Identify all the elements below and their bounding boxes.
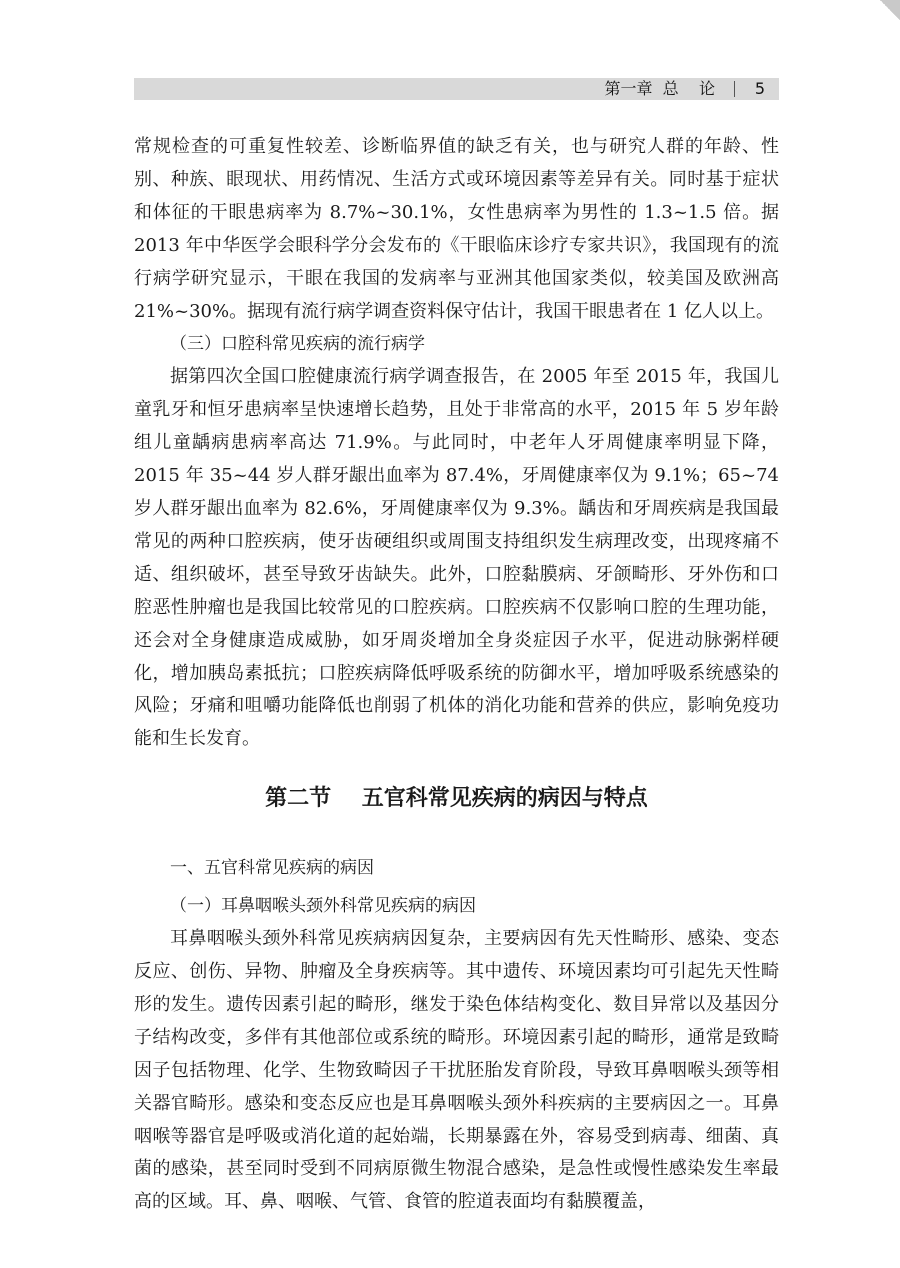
subheading-ent-causes: （一）耳鼻咽喉头颈外科常见疾病的病因 — [170, 896, 476, 917]
paragraph-ent-causes: 耳鼻咽喉头颈外科常见疾病病因复杂，主要病因有先天性畸形、感染、变态反应、创伤、异物、肿瘤及全身疾病等。其中遗传、环境因素均可引起先天性畸形的发生。遗传因素引起的畸形，继发于染色体结构变化、数目异常以及基因分子结构改变，多伴有其他部位或系统的畸形。环境因素引起的畸形，通常是致畸因子包括物理、化学、生物致畸因子干扰胚胎发育阶段，导致耳鼻咽喉头颈等相关器官畸形。感染和变态反应也是耳鼻咽喉头颈外科疾病的主要病因之一。耳鼻咽喉等器官是呼吸或消化道的起始端，长期暴露在外，容易受到病毒、细菌、真菌的感染，甚至同时受到不同病原微生物混合感染，是急性或慢性感染发生率最高的区域。耳、鼻、咽喉、气管、食管的腔道表面均有黏膜覆盖， — [134, 928, 779, 1213]
page-number: 5 — [754, 79, 765, 98]
chapter-title: 第一章 总 论 — [604, 79, 715, 98]
section-title: 第二节 五官科常见疾病的病因与特点 — [265, 785, 648, 812]
paragraph-oral-disease: 据第四次全国口腔健康流行病学调查报告，在 2005 年至 2015 年，我国儿童乳牙和恒牙患病率呈快速增长趋势，且处于非常高的水平，2015 年 5 岁年龄组儿童龋病患病率高达 71.9%。与此同时，中老年人牙周健康率明显下降，2015 年 35~44 岁人群牙龈出血率为 87.4%，牙周健康率仅为 9.1%；65~74 岁人群牙龈出血率为 82.6%，牙周健康率仅为 9.3%。龋齿和牙周疾病是我国最常见的两种口腔疾病，使牙齿硬组织或周围支持组织发生病理改变，出现疼痛不适、组织破坏，甚至导致牙齿缺失。此外，口腔黏膜病、牙颌畸形、牙外伤和口腔恶性肿瘤也是我国比较常见的口腔疾病。口腔疾病不仅影响口腔的生理功能，还会对全身健康造成威胁，如牙周炎增加全身炎症因子水平，促进动脉粥样硬化，增加胰岛素抵抗；口腔疾病降低呼吸系统的防御水平，增加呼吸系统感染的风险；牙痛和咀嚼功能降低也削弱了机体的消化功能和营养的供应，影响免疫功能和生长发育。 — [134, 366, 779, 750]
header-divider — [734, 81, 735, 97]
page-corner-fold — [880, 0, 900, 20]
running-header — [134, 78, 779, 100]
subheading-oral-epidemiology: （三）口腔科常见疾病的流行病学 — [170, 334, 425, 355]
heading-causes: 一、五官科常见疾病的病因 — [170, 858, 374, 879]
paragraph-dry-eye: 常规检查的可重复性较差、诊断临界值的缺乏有关，也与研究人群的年龄、性别、种族、眼现状、用药情况、生活方式或环境因素等差异有关。同时基于症状和体征的干眼患病率为 8.7%~30.1%，女性患病率为男性的 1.3~1.5 倍。据 2013 年中华医学会眼科学分会发布的《干眼临床诊疗专家共识》，我国现有的流行病学研究显示，干眼在我国的发病率与亚洲其他国家类似，较美国及欧洲高 21%~30%。据现有流行病学调查资料保守估计，我国干眼患者在 1 亿人以上。 — [134, 136, 779, 322]
page-body — [134, 131, 779, 1219]
